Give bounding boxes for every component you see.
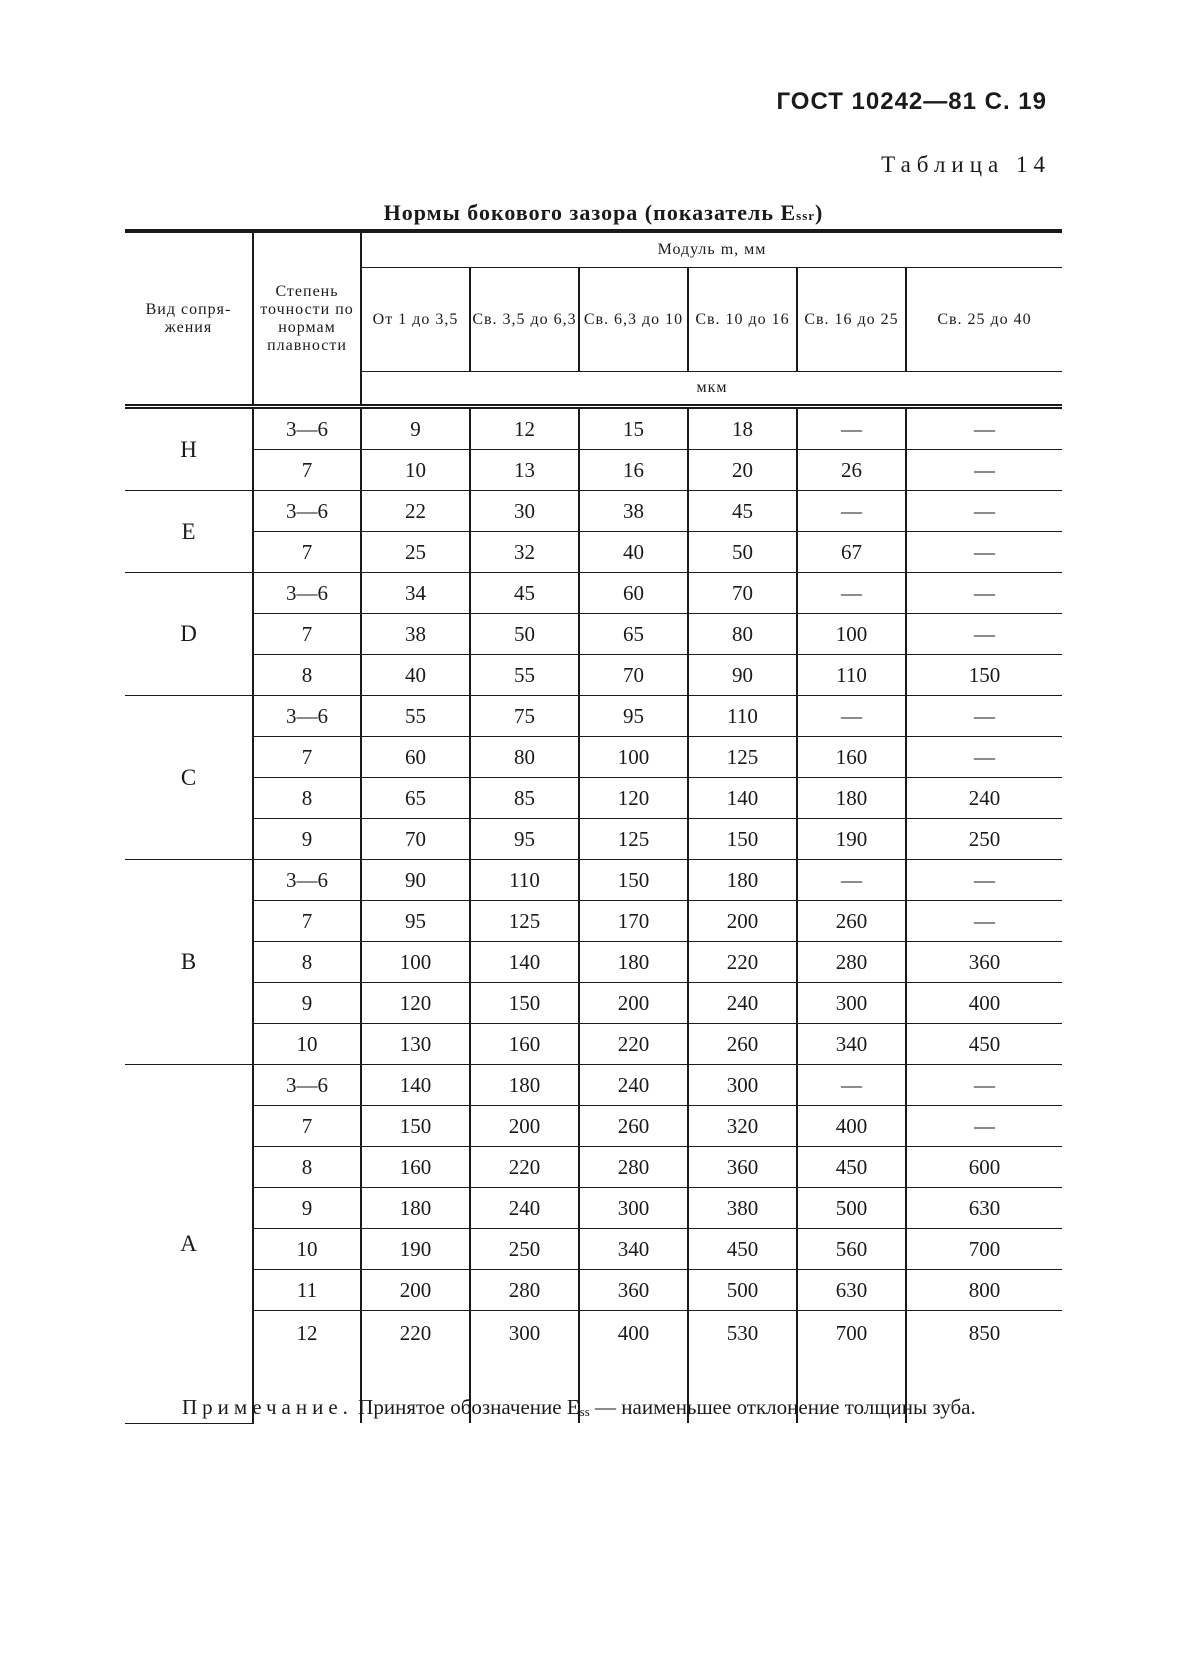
norms-table <box>125 229 1062 1424</box>
table-row <box>125 407 1062 450</box>
cell-value: 26 <box>797 450 906 491</box>
cell-value: — <box>906 1065 1062 1106</box>
cell-value: 38 <box>579 491 688 532</box>
header-range: Св. 10 до 16 <box>688 268 797 372</box>
table-row <box>125 1065 1062 1106</box>
cell-value: 190 <box>797 819 906 860</box>
cell-value: 220 <box>688 942 797 983</box>
cell-value: 260 <box>579 1106 688 1147</box>
table-title-main: Нормы бокового зазора (показатель E <box>383 200 797 225</box>
cell-value: 45 <box>470 573 579 614</box>
norms-table-container <box>125 229 1062 1424</box>
table-row <box>125 819 1062 860</box>
cell-value: 180 <box>579 942 688 983</box>
table-row <box>125 778 1062 819</box>
cell-vid: D <box>125 573 253 696</box>
cell-value: 630 <box>797 1270 906 1311</box>
cell-value: 200 <box>579 983 688 1024</box>
table-title-subscript: ssr <box>796 208 816 223</box>
cell-value: 360 <box>579 1270 688 1311</box>
header-range: От 1 до 3,5 <box>361 268 470 372</box>
cell-value: 260 <box>797 901 906 942</box>
cell-value: — <box>906 532 1062 573</box>
cell-value: 25 <box>361 532 470 573</box>
cell-value: 300 <box>579 1188 688 1229</box>
cell-grade: 9 <box>253 819 361 860</box>
cell-grade: 3—6 <box>253 860 361 901</box>
table-number: Таблица 14 <box>881 152 1051 177</box>
cell-value: 55 <box>361 696 470 737</box>
table-note <box>140 1390 1040 1429</box>
cell-value: 60 <box>361 737 470 778</box>
note-text-1: Принятое обозначение E <box>352 1395 580 1419</box>
cell-grade: 7 <box>253 614 361 655</box>
cell-value: 75 <box>470 696 579 737</box>
cell-value: — <box>906 860 1062 901</box>
cell-value: 100 <box>797 614 906 655</box>
cell-value: 300 <box>797 983 906 1024</box>
cell-value: 140 <box>361 1065 470 1106</box>
cell-value: 150 <box>361 1106 470 1147</box>
cell-value: 22 <box>361 491 470 532</box>
cell-grade: 10 <box>253 1024 361 1065</box>
table-row <box>125 1270 1062 1311</box>
cell-value: 300 <box>688 1065 797 1106</box>
cell-value: 360 <box>906 942 1062 983</box>
header-range: Св. 6,3 до 10 <box>579 268 688 372</box>
cell-value: 500 <box>688 1270 797 1311</box>
cell-value: 100 <box>579 737 688 778</box>
header-stepen: Степень точности по нормам плавности <box>253 231 361 407</box>
header-range: Св. 3,5 до 6,3 <box>470 268 579 372</box>
cell-value: 400 <box>906 983 1062 1024</box>
cell-value: 40 <box>361 655 470 696</box>
cell-value: 190 <box>361 1229 470 1270</box>
table-row <box>125 614 1062 655</box>
cell-value: — <box>906 491 1062 532</box>
cell-value: 110 <box>688 696 797 737</box>
cell-value: 280 <box>579 1147 688 1188</box>
cell-value: 65 <box>579 614 688 655</box>
cell-value: 700 <box>906 1229 1062 1270</box>
cell-value: — <box>797 491 906 532</box>
cell-value: 90 <box>688 655 797 696</box>
cell-value: 450 <box>797 1147 906 1188</box>
page-header: ГОСТ 10242—81 С. 19 <box>776 88 1047 115</box>
cell-value: 240 <box>688 983 797 1024</box>
cell-grade: 7 <box>253 532 361 573</box>
cell-value: 240 <box>579 1065 688 1106</box>
cell-grade: 9 <box>253 1188 361 1229</box>
cell-value: 320 <box>688 1106 797 1147</box>
cell-value: 40 <box>579 532 688 573</box>
cell-value: — <box>906 450 1062 491</box>
table-row <box>125 983 1062 1024</box>
table-row <box>125 1311 1062 1362</box>
table-row <box>125 1188 1062 1229</box>
cell-value: 160 <box>797 737 906 778</box>
cell-value: 240 <box>906 778 1062 819</box>
header-modul: Модуль m, мм <box>361 231 1062 268</box>
table-row <box>125 573 1062 614</box>
cell-value: 220 <box>579 1024 688 1065</box>
cell-value: 110 <box>470 860 579 901</box>
cell-value: 150 <box>579 860 688 901</box>
cell-value: — <box>906 407 1062 450</box>
cell-value: 70 <box>361 819 470 860</box>
cell-value: 65 <box>361 778 470 819</box>
cell-value: 20 <box>688 450 797 491</box>
cell-value: 34 <box>361 573 470 614</box>
cell-grade: 3—6 <box>253 491 361 532</box>
cell-vid: C <box>125 696 253 860</box>
cell-value: 30 <box>470 491 579 532</box>
cell-vid: B <box>125 860 253 1065</box>
header-unit: мкм <box>361 372 1062 407</box>
cell-value: — <box>797 1065 906 1106</box>
table-title <box>0 200 1187 226</box>
cell-value: 32 <box>470 532 579 573</box>
cell-value: 800 <box>906 1270 1062 1311</box>
cell-value: 150 <box>470 983 579 1024</box>
cell-value: 220 <box>470 1147 579 1188</box>
cell-value: 600 <box>906 1147 1062 1188</box>
cell-grade: 7 <box>253 901 361 942</box>
table-row <box>125 901 1062 942</box>
header-range: Св. 16 до 25 <box>797 268 906 372</box>
cell-value: 13 <box>470 450 579 491</box>
cell-value: 450 <box>906 1024 1062 1065</box>
cell-value: 95 <box>361 901 470 942</box>
cell-value: — <box>906 614 1062 655</box>
cell-value: 130 <box>361 1024 470 1065</box>
cell-value: 140 <box>688 778 797 819</box>
cell-grade: 3—6 <box>253 407 361 450</box>
cell-grade: 8 <box>253 942 361 983</box>
cell-value: 170 <box>579 901 688 942</box>
cell-value: 90 <box>361 860 470 901</box>
cell-value: 150 <box>688 819 797 860</box>
header-vid: Вид сопря-жения <box>125 231 253 407</box>
note-lead: Примечание. <box>182 1395 353 1419</box>
cell-value: 80 <box>470 737 579 778</box>
cell-value: 85 <box>470 778 579 819</box>
cell-grade: 10 <box>253 1229 361 1270</box>
cell-value: 125 <box>579 819 688 860</box>
cell-value: 70 <box>688 573 797 614</box>
cell-value: 250 <box>470 1229 579 1270</box>
table-row <box>125 696 1062 737</box>
cell-value: — <box>797 573 906 614</box>
cell-value: 70 <box>579 655 688 696</box>
table-row <box>125 942 1062 983</box>
table-row <box>125 1147 1062 1188</box>
cell-value: 100 <box>361 942 470 983</box>
cell-value: 250 <box>906 819 1062 860</box>
cell-value: — <box>797 860 906 901</box>
cell-value: 340 <box>797 1024 906 1065</box>
cell-value: 18 <box>688 407 797 450</box>
cell-value: 200 <box>361 1270 470 1311</box>
cell-value: 500 <box>797 1188 906 1229</box>
cell-grade: 3—6 <box>253 1065 361 1106</box>
cell-value: 180 <box>361 1188 470 1229</box>
cell-value: 240 <box>470 1188 579 1229</box>
cell-value: 400 <box>797 1106 906 1147</box>
cell-value: 630 <box>906 1188 1062 1229</box>
cell-grade: 7 <box>253 1106 361 1147</box>
cell-value: 180 <box>688 860 797 901</box>
cell-value: 340 <box>579 1229 688 1270</box>
table-row <box>125 1229 1062 1270</box>
cell-value: — <box>906 573 1062 614</box>
cell-value: 55 <box>470 655 579 696</box>
cell-value: 560 <box>797 1229 906 1270</box>
cell-value: 50 <box>688 532 797 573</box>
cell-grade: 7 <box>253 737 361 778</box>
cell-value: 9 <box>361 407 470 450</box>
cell-value: 120 <box>361 983 470 1024</box>
table-title-close: ) <box>815 200 824 225</box>
table-row <box>125 1106 1062 1147</box>
cell-value: 80 <box>688 614 797 655</box>
cell-value: 150 <box>906 655 1062 696</box>
cell-grade: 8 <box>253 778 361 819</box>
cell-value: 380 <box>688 1188 797 1229</box>
cell-value: 360 <box>688 1147 797 1188</box>
cell-value: 110 <box>797 655 906 696</box>
cell-grade: 8 <box>253 655 361 696</box>
cell-value: 530 <box>688 1311 797 1362</box>
cell-value: 160 <box>361 1147 470 1188</box>
note-text-2: — наименьшее отклонение толщины зуба. <box>589 1395 976 1419</box>
cell-value: 220 <box>361 1311 470 1362</box>
table-row <box>125 450 1062 491</box>
cell-value: 450 <box>688 1229 797 1270</box>
cell-value: 160 <box>470 1024 579 1065</box>
cell-value: 850 <box>968 1321 1001 1345</box>
cell-value: 15 <box>579 407 688 450</box>
cell-value: 280 <box>797 942 906 983</box>
cell-value: 200 <box>470 1106 579 1147</box>
cell-value: — <box>906 901 1062 942</box>
cell-value: 16 <box>579 450 688 491</box>
cell-value: — <box>906 1106 1062 1147</box>
cell-grade: 8 <box>253 1147 361 1188</box>
table-body <box>125 407 1062 1424</box>
cell-grade: 3—6 <box>253 696 361 737</box>
cell-value: 200 <box>688 901 797 942</box>
cell-value: 45 <box>688 491 797 532</box>
cell-grade: 9 <box>253 983 361 1024</box>
cell-value: 95 <box>579 696 688 737</box>
cell-value: 10 <box>361 450 470 491</box>
cell-value: 60 <box>579 573 688 614</box>
cell-grade: 3—6 <box>253 573 361 614</box>
cell-value: 38 <box>361 614 470 655</box>
cell-value: 140 <box>470 942 579 983</box>
cell-value: 67 <box>797 532 906 573</box>
header-range: Св. 25 до 40 <box>937 310 1032 328</box>
cell-value: 125 <box>470 901 579 942</box>
table-row <box>125 491 1062 532</box>
cell-value: 120 <box>579 778 688 819</box>
cell-value: 125 <box>688 737 797 778</box>
cell-value: 12 <box>470 407 579 450</box>
cell-vid: H <box>125 407 253 491</box>
cell-grade: 7 <box>253 450 361 491</box>
table-row <box>125 860 1062 901</box>
table-row <box>125 655 1062 696</box>
table-row <box>125 737 1062 778</box>
cell-value: 400 <box>579 1311 688 1362</box>
cell-value: — <box>906 737 1062 778</box>
table-row <box>125 1024 1062 1065</box>
cell-value: 50 <box>470 614 579 655</box>
cell-value: 260 <box>688 1024 797 1065</box>
cell-value: 700 <box>797 1311 906 1362</box>
cell-value: 280 <box>470 1270 579 1311</box>
cell-value: — <box>906 696 1062 737</box>
cell-vid: E <box>125 491 253 573</box>
cell-value: — <box>797 696 906 737</box>
cell-value: — <box>797 407 906 450</box>
cell-value: 300 <box>470 1311 579 1362</box>
cell-value: 180 <box>797 778 906 819</box>
note-subscript: ss <box>579 1404 590 1419</box>
cell-vid: A <box>125 1065 253 1424</box>
cell-value: 180 <box>470 1065 579 1106</box>
cell-grade: 11 <box>253 1270 361 1311</box>
cell-grade: 12 <box>253 1311 361 1362</box>
cell-value: 95 <box>470 819 579 860</box>
table-row <box>125 532 1062 573</box>
